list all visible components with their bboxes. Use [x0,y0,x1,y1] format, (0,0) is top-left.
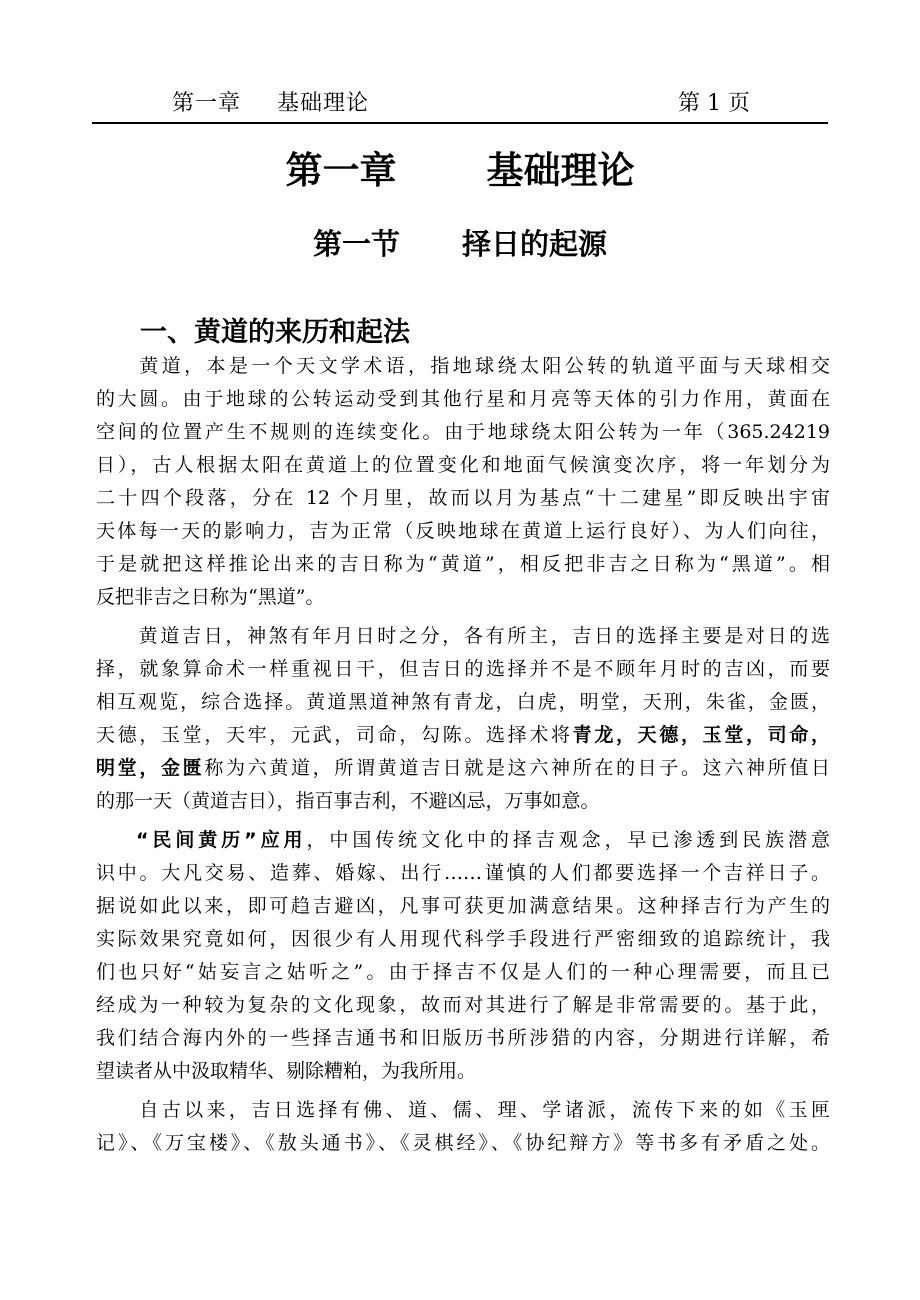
text-line-content: 天德，玉堂，天牢，元武，司命，勾陈。选择术将 [96,724,573,746]
page-header [92,86,828,124]
text-line: 天体每一天的影响力，吉为正常（反映地球在黄道上运行良好）、为人们向往， [96,520,830,542]
text-line-content: 自古以来，吉日选择有佛、道、儒、理、学诸派，流传下来的如《玉匣 [136,1099,830,1121]
section-name: 择日的起源 [462,227,608,261]
text-line: 反把非吉之日称为“黑道”。 [96,586,325,608]
text-line-content: 黄道，本是一个天文学术语，指地球绕太阳公转的轨道平面与天球相交 [136,355,830,377]
paragraph-2 [96,620,830,818]
bold-text: 明堂，金匮 [96,757,205,779]
text-line [96,350,830,383]
header-page-number: 第 1 页 [678,91,750,116]
text-line-content: 黄道吉日，神煞有年月日时之分，各有所主，吉日的选择主要是对日的选 [136,625,830,647]
bold-text: 青龙，天德，玉堂，司命， [572,724,830,746]
text-line: 经成为一种较为复杂的文化现象，故而对其进行了解是非常需要的。基于此， [96,994,830,1016]
text-line: 识中。大凡交易、造葬、婚嫁、出行……谨慎的人们都要选择一个吉祥日子。 [96,862,830,884]
text-line [96,1094,830,1127]
text-line: 实际效果究竟如何，因很少有人用现代科学手段进行严密细致的追踪统计，我 [96,928,830,950]
text-line-content: ，中国传统文化中的择吉观念，早已渗透到民族潜意 [306,829,830,851]
text-line: 日），古人根据太阳在黄道上的位置变化和地面气候演变次序，将一年划分为 [96,454,830,476]
text-line: 择，就象算命术一样重视日干，但吉日的选择并不是不顾年月时的吉凶，而要 [96,658,830,680]
text-line: 的大圆。由于地球的公转运动受到其他行星和月亮等天体的引力作用，黄面在 [96,388,830,410]
section-title [0,222,920,263]
text-line: 于是就把这样推论出来的吉日称为“黄道”，相反把非吉之日称为“黑道”。相 [96,553,830,575]
paragraph-1 [96,350,830,614]
text-line-content: 称为六黄道，所谓黄道吉日就是这六神所在的日子。这六神所值日 [204,757,830,779]
text-line: 望读者从中汲取精华、剔除糟粕，为我所用。 [96,1060,477,1082]
paragraph-4 [96,1094,830,1160]
header-chapter-number: 第一章 [172,91,242,116]
paragraph-3 [96,824,830,1088]
body-text [96,350,830,1166]
text-line: 相互观览，综合选择。黄道黑道神煞有青龙，白虎，明堂，天刑，朱雀，金匮， [96,691,830,713]
text-line: 的那一天（黄道吉日），指百事吉利，不避凶忌，万事如意。 [96,790,600,812]
chapter-name: 基础理论 [486,149,635,192]
text-line [96,719,830,752]
text-line: 记》、《万宝楼》、《敖头通书》、《灵棋经》、《协纪辩方》等书多有矛盾之处。 [96,1132,830,1154]
chapter-title [0,140,920,194]
text-line: 们也只好“姑妄言之姑听之”。由于择吉不仅是人们的一种心理需要，而且已 [96,961,830,983]
text-line: 据说如此以来，即可趋吉避凶，凡事可获更加满意结果。这种择吉行为产生的 [96,895,830,917]
section-number: 第一节 [312,227,400,261]
text-line: 我们结合海内外的一些择吉通书和旧版历书所涉猎的内容，分期进行详解，希 [96,1027,830,1049]
text-line [96,620,830,653]
sub-heading: 一、黄道的来历和起法 [140,317,410,348]
bold-text: “民间黄历”应用 [136,829,307,851]
text-line [96,824,830,857]
chapter-number: 第一章 [285,149,397,192]
text-line: 空间的位置产生不规则的连续变化。由于地球绕太阳公转为一年（365.24219 [96,421,830,443]
text-line: 二十四个段落，分在 12 个月里，故而以月为基点“十二建星”即反映出宇宙 [96,487,830,509]
header-chapter [172,86,369,117]
header-chapter-name: 基础理论 [277,91,370,116]
text-line [96,752,830,785]
